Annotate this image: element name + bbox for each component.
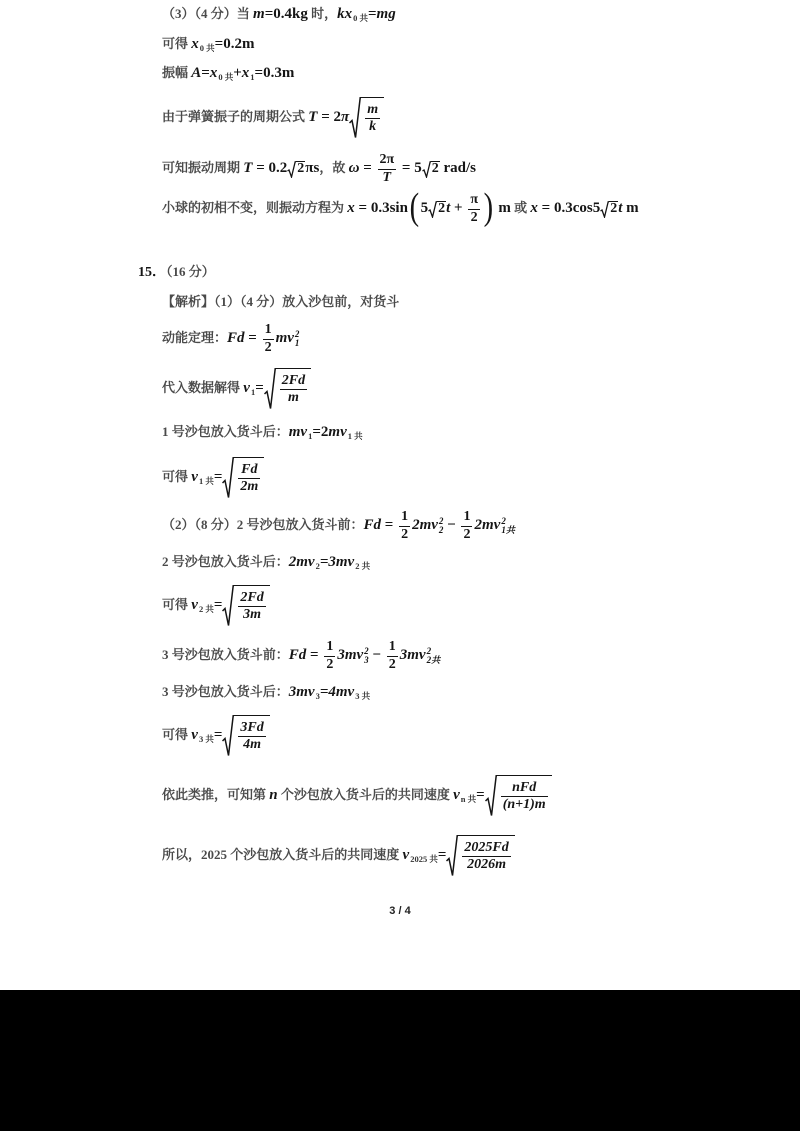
math-var: x <box>191 36 199 52</box>
math-text: = <box>437 847 447 863</box>
subscript: 2 <box>315 561 320 571</box>
math-text: m <box>494 200 511 216</box>
math-var: Fd <box>363 517 382 533</box>
denominator: 2026m <box>467 857 506 873</box>
math-text: =0.3m <box>254 65 295 81</box>
math-var: mv <box>288 424 308 440</box>
superscript: 2 <box>294 329 300 340</box>
subscript: 2 <box>438 525 444 536</box>
math-var: T <box>243 160 253 176</box>
numerator: 2Fd <box>280 373 307 390</box>
math-text: = 2 <box>317 109 341 125</box>
subscript: 2共 <box>426 655 441 666</box>
sqrt <box>428 201 446 218</box>
line-analysis-intro <box>162 288 399 316</box>
subscript: 2025 共 <box>410 854 438 864</box>
fraction <box>387 639 398 672</box>
subscript: n 共 <box>460 794 477 804</box>
label-text: 【解析】（1）（4 分）放入沙包前，对货斗 <box>162 294 400 309</box>
math-text: m <box>622 200 639 216</box>
radical-sign <box>428 201 437 218</box>
radicand <box>361 97 384 139</box>
line-general-case <box>162 771 552 819</box>
math-var: x <box>241 65 250 81</box>
denominator: 4m <box>243 737 261 753</box>
line-kinetic-energy-theorem <box>162 316 299 360</box>
fraction <box>399 509 410 542</box>
sqrt <box>422 161 440 178</box>
numerator: 1 <box>324 639 335 656</box>
numerator: 1 <box>399 509 410 526</box>
radical-sign <box>600 201 609 218</box>
label-text: 小球的初相不变，则振动方程为 <box>162 200 348 215</box>
radical-sign <box>349 97 361 139</box>
math-text: − <box>368 647 385 663</box>
math-text: = <box>255 380 264 396</box>
denominator: 3m <box>243 607 261 623</box>
fraction <box>378 152 397 185</box>
math-text: = 0.3cos5 <box>537 200 601 216</box>
line-v2-common <box>162 583 270 627</box>
math-var: n <box>269 787 278 803</box>
superscript: 2 <box>426 646 432 657</box>
numerator: nFd <box>501 780 548 797</box>
math-var: Fd <box>227 330 245 346</box>
denominator: 2 <box>401 526 409 542</box>
math-var: A <box>191 65 202 81</box>
math-var: x <box>347 200 355 216</box>
math-text: = <box>476 787 485 803</box>
label-text: 可知振动周期 <box>162 160 244 175</box>
line-v1-common <box>162 455 264 499</box>
line-period-formula <box>162 95 384 139</box>
label-text: 3 号沙包放入货斗后： <box>162 684 289 699</box>
line-sandbag-2-after <box>162 548 370 576</box>
math-var: v <box>453 787 460 803</box>
fraction <box>238 720 265 753</box>
math-text: = 0.3sin <box>354 200 408 216</box>
math-text: = 0.2 <box>252 160 288 176</box>
radical-sign <box>222 457 234 499</box>
math-var: kx <box>337 6 353 22</box>
subscript: 2 共 <box>198 604 214 614</box>
math-text: + <box>450 200 467 216</box>
math-var: 3mv <box>337 647 364 663</box>
denominator: 2 <box>463 526 471 542</box>
fraction <box>461 509 472 542</box>
math-text: rad/s <box>439 160 476 176</box>
line-equilibrium-position <box>162 30 254 58</box>
label-text: 振幅 <box>162 65 192 80</box>
math-var: mg <box>376 6 396 22</box>
math-text: = <box>381 517 398 533</box>
subscript: 3 <box>315 691 320 701</box>
math-text: = 5 <box>398 160 422 176</box>
math-text: = <box>213 597 223 613</box>
math-var: mv <box>275 330 294 346</box>
fraction <box>468 192 480 225</box>
radical-sign <box>264 368 276 410</box>
line-conclusion <box>162 831 515 879</box>
fraction <box>238 590 265 623</box>
math-text: = <box>213 469 223 485</box>
subscript: 1 <box>250 72 255 82</box>
denominator: T <box>382 169 392 185</box>
math-var: π <box>341 109 350 125</box>
label-text: （3）（4 分）当 <box>162 6 254 21</box>
sqrt <box>485 775 552 817</box>
numerator: 1 <box>387 639 398 656</box>
numerator: π <box>468 192 480 209</box>
radical-sign <box>222 585 234 627</box>
numerator: 2025Fd <box>462 840 510 857</box>
label-text: 动能定理： <box>162 330 228 345</box>
math-text: = <box>201 65 210 81</box>
radicand: 2 <box>297 161 305 177</box>
label-text: 代入数据解得 <box>162 380 244 395</box>
denominator: 2 <box>264 339 272 355</box>
math-text: =0.2m <box>214 36 255 52</box>
label-text: 可得 <box>162 597 192 612</box>
math-var: x <box>530 200 538 216</box>
label-text: 可得 <box>162 469 192 484</box>
subscript: 0 共 <box>353 13 368 23</box>
math-text: πs <box>305 160 320 176</box>
radical-sign <box>222 715 234 757</box>
numerator: 1 <box>461 509 472 526</box>
radicand <box>458 835 514 877</box>
label-text: ，故 <box>319 160 349 175</box>
sqrt <box>446 835 514 877</box>
sup-sub <box>501 517 515 535</box>
numerator: Fd <box>238 462 260 479</box>
math-var: =4mv <box>319 684 355 700</box>
math-text: = <box>213 727 223 743</box>
radical-sign <box>422 161 431 178</box>
subscript: 1共 <box>501 525 515 536</box>
subscript: 1 <box>308 431 313 441</box>
fraction <box>365 102 380 135</box>
math-var: =3mv <box>319 554 355 570</box>
math-text: = <box>306 647 323 663</box>
label-text: 由于弹簧振子的周期公式 <box>162 109 309 124</box>
question-number: 15． <box>138 265 166 280</box>
line-sandbag-2-before <box>162 503 515 547</box>
left-paren: ( <box>409 186 419 229</box>
math-text: = <box>367 6 377 22</box>
label-text: 个沙包放入货斗后的共同速度 <box>277 787 454 802</box>
denominator: k <box>369 119 377 135</box>
math-var: t <box>446 200 451 216</box>
line-sandbag-1-after <box>162 418 363 446</box>
line-sandbag-3-after <box>162 678 370 706</box>
line-part3-condition <box>162 0 396 28</box>
subscript: 1 共 <box>347 431 363 441</box>
numerator: m <box>365 102 380 119</box>
subscript: 0 共 <box>199 43 215 53</box>
sqrt <box>264 368 311 410</box>
radicand <box>497 775 552 817</box>
line-v3-common <box>162 713 270 757</box>
superscript: 2 <box>438 516 444 527</box>
radicand: 2 <box>431 161 439 177</box>
math-var: v <box>191 469 198 485</box>
sqrt <box>287 161 305 178</box>
fraction <box>501 780 548 813</box>
label-text: 时， <box>307 6 338 21</box>
denominator: 2m <box>240 479 259 495</box>
math-var: 2mv <box>288 554 315 570</box>
subscript: 1 共 <box>198 476 214 486</box>
subscript: 3 <box>364 655 369 666</box>
subscript: 3 共 <box>355 691 371 701</box>
math-var: T <box>308 109 318 125</box>
black-band <box>0 990 800 1131</box>
label-text: 可得 <box>162 727 192 742</box>
subscript: 0 共 <box>218 72 234 82</box>
denominator: 2 <box>326 656 334 672</box>
superscript: 2 <box>501 516 506 527</box>
label-text: 3 号沙包放入货斗前： <box>162 647 289 662</box>
numerator: 2π <box>378 152 397 169</box>
denominator: 2 <box>470 209 478 225</box>
numerator: 3Fd <box>238 720 265 737</box>
math-var: 2mv <box>474 517 501 533</box>
line-period-value <box>162 146 476 190</box>
math-var: x <box>209 65 218 81</box>
subscript: 3 共 <box>198 734 214 744</box>
fraction <box>462 840 510 873</box>
math-var: ω <box>348 160 360 176</box>
math-text: 5 <box>420 200 429 216</box>
label-text: 依此类推，可知第 <box>162 787 270 802</box>
radicand <box>276 368 311 410</box>
math-var: 3mv <box>399 647 426 663</box>
fraction <box>263 322 274 355</box>
sqrt <box>222 457 264 499</box>
math-var: v <box>191 597 198 613</box>
math-var: 2mv <box>412 517 438 533</box>
page-number: 3 / 4 <box>389 905 411 917</box>
sup-sub <box>295 330 300 348</box>
radicand: 2 <box>438 201 446 217</box>
radicand: 2 <box>610 201 618 217</box>
right-paren: ) <box>483 186 494 229</box>
label-text: 或 <box>510 200 531 215</box>
math-var: Fd <box>288 647 307 663</box>
math-text: − <box>443 517 460 533</box>
denominator: (n+1)m <box>502 797 546 813</box>
radical-sign <box>287 161 296 178</box>
numerator: 2Fd <box>238 590 265 607</box>
math-var: v <box>243 380 250 396</box>
subscript: 1 <box>250 387 256 397</box>
sqrt <box>600 201 618 218</box>
question-15-heading <box>138 258 215 286</box>
math-var: v <box>191 727 198 743</box>
math-text: + <box>233 65 242 81</box>
radical-sign <box>446 835 458 877</box>
sup-sub <box>427 647 441 665</box>
label-text: （2）（8 分）2 号沙包放入货斗前： <box>162 517 364 532</box>
math-text: =0.4kg <box>264 6 308 22</box>
label-text: 2 号沙包放入货斗后： <box>162 554 289 569</box>
label-text: 所以，2025 个沙包放入货斗后的共同速度 <box>162 847 403 862</box>
label-text: 1 号沙包放入货斗后： <box>162 424 289 439</box>
math-var: 3mv <box>288 684 315 700</box>
fraction <box>238 462 260 495</box>
line-solve-v1 <box>162 366 311 410</box>
radical-sign <box>485 775 497 817</box>
math-var: mv <box>328 424 347 440</box>
line-sandbag-3-before <box>162 633 440 677</box>
math-var: t <box>618 200 623 216</box>
sqrt <box>222 715 269 757</box>
line-amplitude <box>162 59 294 87</box>
question-score: （16 分） <box>166 264 215 279</box>
radicand <box>234 585 269 627</box>
denominator: 2 <box>388 656 396 672</box>
math-text: = <box>244 330 261 346</box>
label-text: 可得 <box>162 36 192 51</box>
fraction <box>324 639 335 672</box>
math-text: = <box>359 160 376 176</box>
math-text: =2 <box>312 424 329 440</box>
superscript: 2 <box>364 646 369 657</box>
numerator: 1 <box>263 322 274 339</box>
subscript: 2 共 <box>355 561 371 571</box>
radicand <box>234 457 264 499</box>
radicand <box>234 715 269 757</box>
fraction <box>280 373 307 406</box>
line-vibration-equation <box>162 186 639 230</box>
sqrt <box>349 97 384 139</box>
subscript: 1 <box>294 338 300 349</box>
math-var: v <box>402 847 410 863</box>
math-var: m <box>253 6 265 22</box>
sqrt <box>222 585 269 627</box>
denominator: m <box>287 390 299 406</box>
